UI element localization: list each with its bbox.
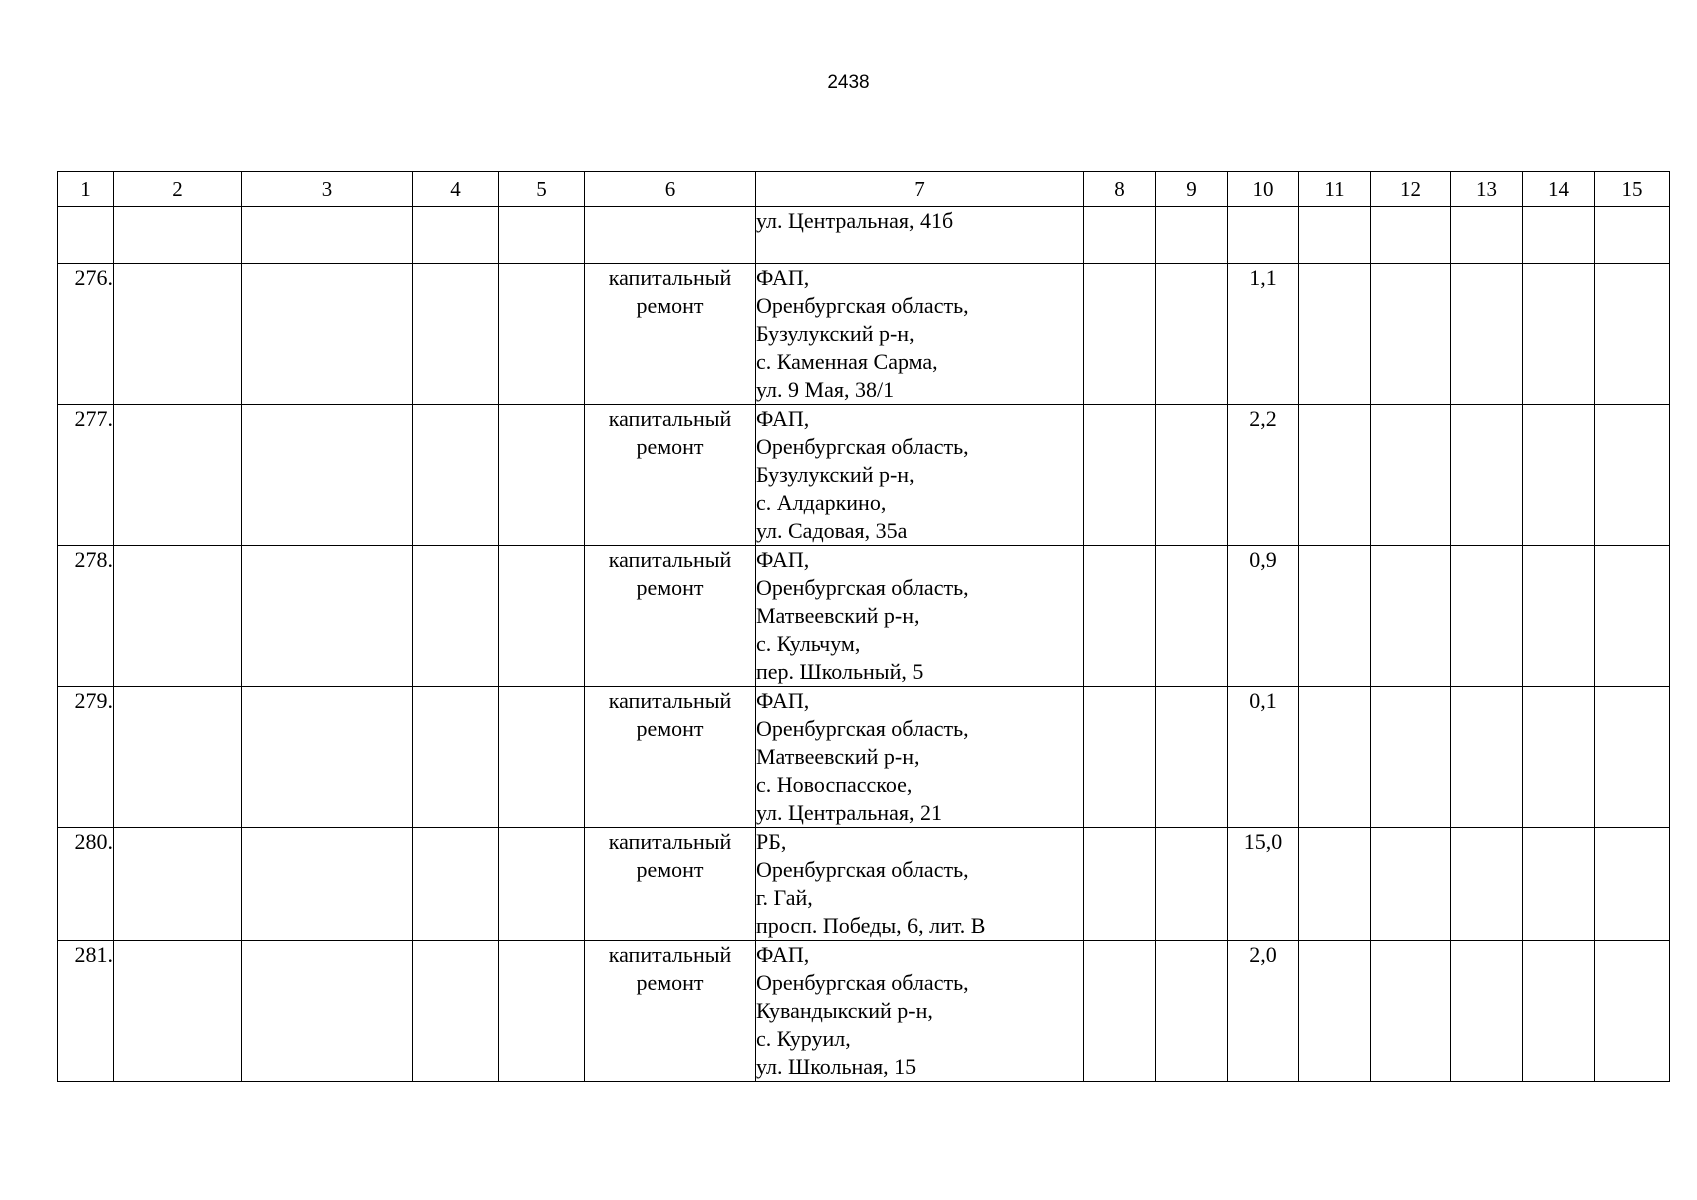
work-type: капитальный ремонт: [585, 264, 756, 405]
column-header: 10: [1228, 172, 1299, 207]
column-header: 2: [114, 172, 242, 207]
object-address: ФАП, Оренбургская область, Матвеевский р-н, с. Кульчум, пер. Школьный, 5: [756, 546, 1084, 687]
object-address: ФАП, Оренбургская область, Кувандыкский р-н, с. Куруил, ул. Школьная, 15: [756, 941, 1084, 1082]
work-type: капитальный ремонт: [585, 546, 756, 687]
work-type: капитальный ремонт: [585, 687, 756, 828]
column-header: 4: [413, 172, 499, 207]
row-number: 276.: [58, 264, 114, 405]
value-cell: 1,1: [1228, 264, 1299, 405]
row-number: 277.: [58, 405, 114, 546]
table-row: [58, 264, 1670, 405]
column-header: 12: [1371, 172, 1451, 207]
column-header: 15: [1595, 172, 1670, 207]
row-number: 278.: [58, 546, 114, 687]
row-number: 281.: [58, 941, 114, 1082]
table-row: [58, 941, 1670, 1082]
value-cell: 2,0: [1228, 941, 1299, 1082]
table-row: [58, 687, 1670, 828]
object-address: ФАП, Оренбургская область, Бузулукский р-н, с. Алдаркино, ул. Садовая, 35а: [756, 405, 1084, 546]
table-header-row: [58, 172, 1670, 207]
column-header: 5: [499, 172, 585, 207]
address-line: ул. Центральная, 41б: [756, 208, 954, 233]
column-header: 11: [1299, 172, 1371, 207]
object-address: ФАП, Оренбургская область, Бузулукский р-н, с. Каменная Сарма, ул. 9 Мая, 38/1: [756, 264, 1084, 405]
work-type: капитальный ремонт: [585, 405, 756, 546]
column-header: 9: [1156, 172, 1228, 207]
row-number: 279.: [58, 687, 114, 828]
value-cell: 15,0: [1228, 828, 1299, 941]
object-address: ФАП, Оренбургская область, Матвеевский р-н, с. Новоспасское, ул. Центральная, 21: [756, 687, 1084, 828]
column-header: 1: [58, 172, 114, 207]
page-number: 2438: [827, 72, 870, 93]
work-type: капитальный ремонт: [585, 828, 756, 941]
row-number: 280.: [58, 828, 114, 941]
table-row-continuation: [58, 207, 1670, 264]
object-address: РБ, Оренбургская область, г. Гай, просп. Победы, 6, лит. В: [756, 828, 1084, 941]
data-table: [57, 171, 1670, 1082]
work-type: капитальный ремонт: [585, 941, 756, 1082]
table-row: [58, 405, 1670, 546]
value-cell: 0,9: [1228, 546, 1299, 687]
column-header: 7: [756, 172, 1084, 207]
column-header: 13: [1451, 172, 1523, 207]
object-address: [756, 207, 1084, 264]
column-header: 3: [242, 172, 413, 207]
column-header: 14: [1523, 172, 1595, 207]
column-header: 6: [585, 172, 756, 207]
value-cell: 2,2: [1228, 405, 1299, 546]
column-header: 8: [1084, 172, 1156, 207]
value-cell: 0,1: [1228, 687, 1299, 828]
table-row: [58, 546, 1670, 687]
table-row: [58, 828, 1670, 941]
